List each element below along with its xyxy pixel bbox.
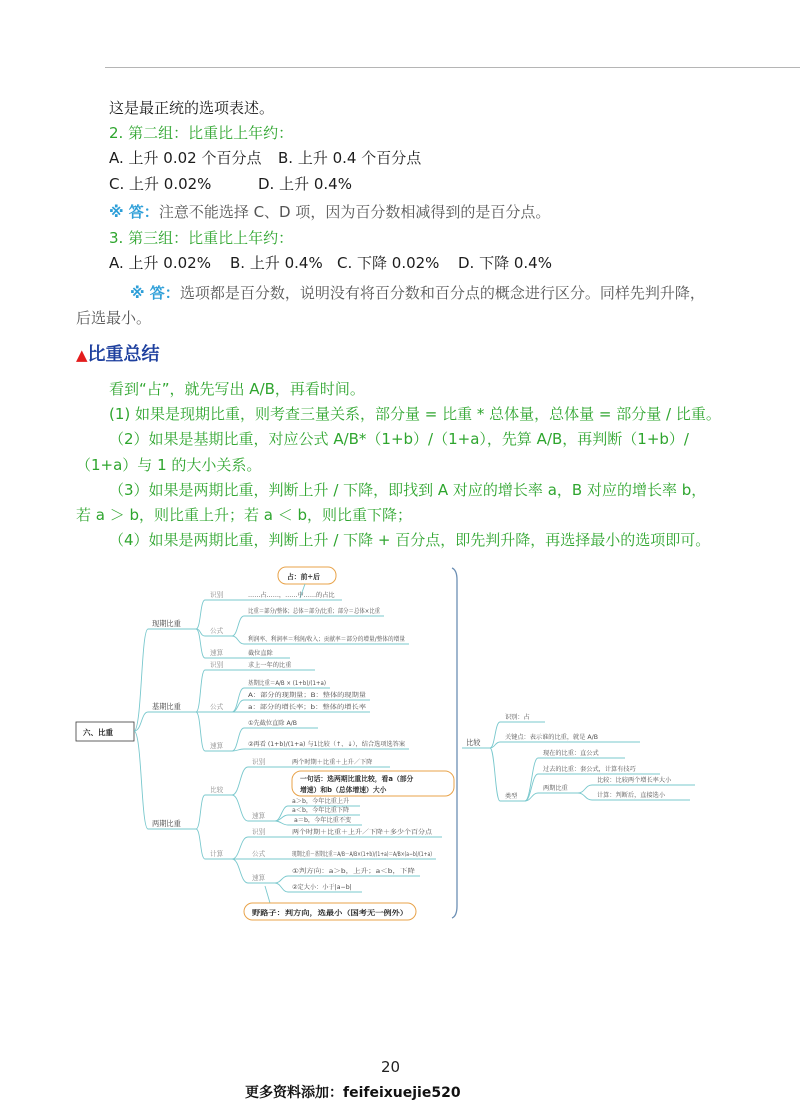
- mm-current-quick-label: 速算: [210, 649, 224, 657]
- mm-overview-types-label: 类型: [505, 793, 518, 800]
- mm-compare-quick-label: 速算: [252, 812, 266, 820]
- mm-current-identify-label: 识别: [210, 591, 224, 599]
- mm-bracket: [452, 568, 457, 918]
- mm-shortcut-callout: 野路子：判方向，选最小（国考无一例外）: [252, 909, 382, 917]
- group3-option-b: B. 上升 0.4%: [230, 254, 323, 272]
- mm-compare-identify-label: 识别: [252, 758, 266, 766]
- intro-line: 这是最正统的选项表述。: [109, 99, 275, 117]
- summary-line: （1+a）与 1 的大小关系。: [76, 456, 262, 474]
- mm-connector: [232, 749, 409, 751]
- mm-compare-identify-content: 两个时期＋比重＋上升／下降: [292, 759, 373, 766]
- summary-line: (1) 如果是现期比重，则考查三量关系，部分量 = 比重 * 总体量，总体量 = 部分量 / 比重。: [109, 405, 721, 423]
- answer-text: 注意不能选择 C、D 项，因为百分数相减得到的是百分点。: [158, 203, 551, 221]
- mm-compare-callout-line: 增速）和b（总体增速）大小: [300, 786, 387, 794]
- mm-overview-label: 比较: [466, 738, 481, 747]
- mm-calculate-quick-line: ②定大小：小于|a−b|: [292, 884, 352, 891]
- mm-base-label: 基期比重: [152, 702, 181, 711]
- mm-connector: [232, 616, 384, 636]
- mm-base-formula-line: a：部分的增长率；b：整体的增长率: [248, 704, 349, 711]
- mm-base-formula-label: 公式: [210, 703, 224, 711]
- mm-overview-two-period-calculate: 计算：判断后，直接选小: [597, 792, 666, 799]
- mm-overview-type-past: 过去的比重：套公式，计算有技巧: [543, 766, 636, 773]
- mm-base-quick-label: 速算: [210, 742, 224, 750]
- mm-overview-type-two-period: 两期比重: [543, 785, 568, 792]
- summary-line: （2）如果是基期比重，对应公式 A/B*（1+b）/（1+a），先算 A/B，再判断（1+b）/: [109, 430, 689, 448]
- group3-option-c: C. 下降 0.02%: [337, 254, 440, 272]
- group2-option-b: B. 上升 0.4 个百分点: [278, 149, 422, 167]
- section-heading: [76, 344, 160, 366]
- group2-answer: [109, 203, 550, 221]
- summary-line: 若 a ＞ b，则比重上升；若 a ＜ b，则比重下降；: [76, 506, 413, 524]
- summary-line: （3）如果是两期比重，判断上升 / 下降，即找到 A 对应的增长率 a，B 对应的增长率 b，: [109, 481, 707, 499]
- answer-label: ※ 答：: [109, 203, 159, 221]
- mm-compare-quick-line: a＝b，今年比重不变: [294, 817, 352, 824]
- group3-option-d: D. 下降 0.4%: [458, 254, 552, 272]
- mm-connector: [525, 793, 578, 801]
- mm-overview-identify: 识别：占: [505, 714, 530, 721]
- mm-compare-quick-line: a＞b，今年比重上升: [292, 798, 350, 805]
- mm-current-formula-line: 利润率、利润率＝利润/收入；贡献率＝部分的增量/整体的增量: [248, 636, 420, 643]
- mm-connector: [134, 712, 196, 731]
- mm-current-label: 现期比重: [152, 619, 181, 628]
- mm-connector: [275, 876, 420, 883]
- mm-overview-type-current: 现在的比重：直公式: [543, 750, 599, 757]
- group2-title: 2. 第二组：比重比上年约：: [109, 124, 294, 142]
- mm-connector: [265, 886, 270, 903]
- mm-calculate-formula-content: 现期比重－基期比重＝A/B－A/B×(1+b)/(1+a)＝A/B×(a−b)/(1+a): [292, 851, 484, 858]
- mm-two-period-label: 两期比重: [152, 819, 181, 828]
- section-heading-title: 比重总结: [87, 344, 160, 365]
- mm-base-identify-label: 识别: [210, 661, 224, 669]
- mm-base-quick-line: ①先截位直除 A/B: [248, 720, 298, 727]
- mm-compare-callout-line: 一句话：选两期比重比较，看a（部分: [300, 775, 414, 783]
- mm-current-quick-content: 截位直除: [248, 650, 273, 657]
- page-number: 20: [381, 1058, 401, 1076]
- group3-title: 3. 第三组：比重比上年约：: [109, 229, 294, 247]
- mm-base-formula-line: A：部分的现期量；B：整体的现期量: [248, 692, 350, 699]
- mm-connector: [196, 795, 232, 829]
- group3-answer: [130, 284, 705, 302]
- mm-root-label: 六、比重: [83, 728, 113, 737]
- group3-option-a: A. 上升 0.02%: [109, 254, 211, 272]
- mm-overview-two-period-compare: 比较：比较两个增长率大小: [597, 777, 672, 784]
- mm-connector: [134, 731, 196, 829]
- triangle-marker-icon: ▲: [76, 346, 88, 364]
- mm-calculate-quick-label: 速算: [252, 874, 266, 882]
- footer-contact: 更多资料添加：feifeixuejie520: [245, 1085, 461, 1101]
- mm-calculate-identify-content: 两个时期＋比重＋上升／下降＋多少个百分点: [292, 829, 416, 836]
- group3-answer-continued: 后选最小。: [76, 309, 152, 327]
- group2-option-c: C. 上升 0.02%: [109, 175, 212, 193]
- answer-text: 选项都是百分数，说明没有将百分数和百分点的概念进行区分。同样先判升降，: [179, 284, 705, 302]
- mm-compare-quick-line: a＜b，今年比重下降: [292, 807, 350, 814]
- mm-base-quick-line: ②再看 (1+b)/(1+a) 与1比较（↑、↓），结合选项选答案: [248, 741, 406, 748]
- mm-calculate-formula-label: 公式: [252, 850, 266, 858]
- mm-current-identify-content: ……占……，……中……的占比: [248, 592, 335, 599]
- summary-line: （4）如果是两期比重，判断上升 / 下降 + 百分点，即先判升降，再选择最小的选项即可。: [109, 531, 711, 549]
- group2-option-d: D. 上升 0.4%: [258, 175, 352, 193]
- group2-option-a: A. 上升 0.02 个百分点: [109, 149, 262, 167]
- mm-top-callout: 占：前÷后: [287, 573, 320, 581]
- answer-label: ※ 答：: [130, 284, 180, 302]
- mm-overview-key-point: 关键点：表示谁的比重，就是 A/B: [505, 734, 598, 741]
- mm-base-identify-content: 求上一年的比重: [248, 662, 292, 669]
- summary-line: 看到“占”，就先写出 A/B，再看时间。: [109, 380, 365, 398]
- mm-compare-label: 比较: [210, 786, 224, 794]
- mm-connector: [490, 742, 640, 748]
- mm-calculate-label: 计算: [210, 850, 224, 858]
- mm-base-formula-line: 基期比重＝A/B × (1+b)/(1+a): [248, 680, 337, 687]
- mm-calculate-identify-label: 识别: [252, 828, 266, 836]
- mind-map: [70, 560, 710, 930]
- mm-current-formula-label: 公式: [210, 627, 224, 635]
- mm-current-formula-line: 比重＝部分/整体；总体＝部分/比重；部分＝总体×比重: [248, 608, 400, 615]
- mm-calculate-quick-line: ①判方向：a＞b，上升；a＜b，下降: [292, 868, 394, 875]
- header-rule: [105, 67, 800, 68]
